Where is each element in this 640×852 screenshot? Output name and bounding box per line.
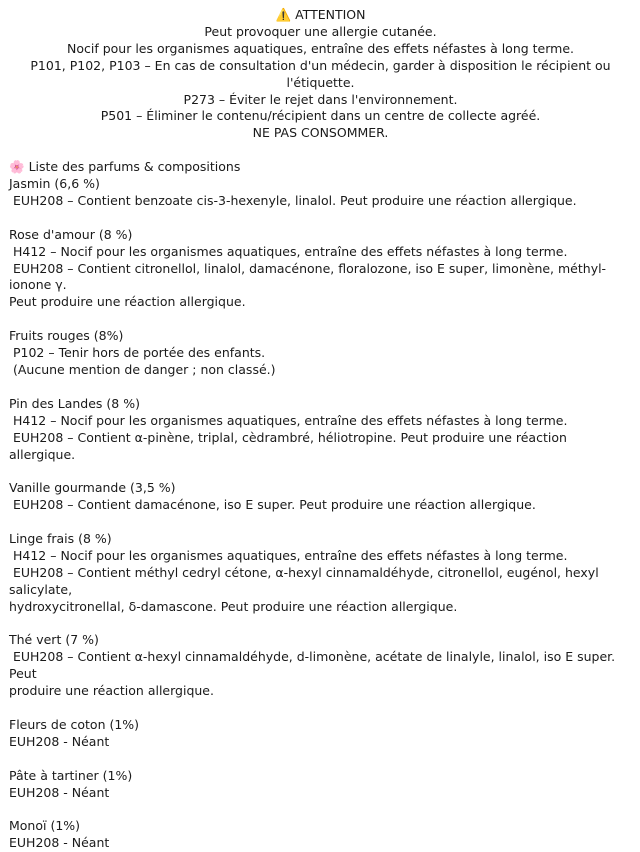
fragrance-line: hydroxycitronellal, δ-damascone. Peut produire une réaction allergique. [9,598,458,614]
fragrance-name: Thé vert (7 %) [9,632,99,648]
fragrance-line: Peut produire une réaction allergique. [9,294,246,310]
fragrance-name: Fruits rouges (8%) [9,328,124,344]
attention-line: Nocif pour les organismes aquatiques, entraîne des effets néfastes à long terme. [66,40,575,56]
fragrance-line: (Aucune mention de danger ; non classé.) [9,361,276,377]
attention-title-line [9,7,632,24]
warning-icon: ⚠️ [275,7,292,22]
attention-block [9,7,632,142]
fragrance-line: produire une réaction allergique. [9,683,214,699]
fragrance-line: EUH208 – Contient citronellol, linalol, damacénone, floralozone, iso E super, limonène, méthyl-ionone γ. [9,260,607,293]
fragrance-line: EUH208 - Néant [9,733,110,749]
fragrance-line: H412 – Nocif pour les organismes aquatiques, entraîne des effets néfastes à long terme. [9,547,568,563]
attention-line: NE PAS CONSOMMER. [252,125,389,141]
fragrance-name: Monoï (1%) [9,818,81,834]
fragrance-item [9,176,632,210]
fragrance-item [9,717,632,751]
fragrance-name: Rose d'amour (8 %) [9,226,133,242]
fragrance-line: H412 – Nocif pour les organismes aquatiques, entraîne des effets néfastes à long terme. [9,243,568,259]
cherry-blossom-icon: 🌸 [9,159,25,175]
fragrance-item [9,768,632,802]
fragrance-line: P102 – Tenir hors de portée des enfants. [9,345,266,361]
fragrance-line: EUH208 - Néant [9,835,110,851]
fragrance-name: Linge frais (8 %) [9,531,112,546]
fragrance-line: EUH208 – Contient α-hexyl cinnamaldéhyde, d-limonène, acétate de linalyle, linalol, iso E super. Peut [9,649,620,682]
fragrance-line: EUH208 - Néant [9,784,110,800]
fragrance-item [9,227,632,312]
attention-line: Peut provoquer une allergie cutanée. [204,23,437,39]
fragrance-item [9,328,632,379]
attention-line: P501 – Éliminer le contenu/récipient dans un centre de collecte agréé. [100,108,541,124]
list-heading: Liste des parfums & compositions [28,159,241,175]
fragrance-line: EUH208 – Contient méthyl cedryl cétone, α-hexyl cinnamaldéhyde, citronellol, eugénol, hexyl salicylate, [9,564,603,597]
fragrance-item [9,531,632,616]
fragrance-item [9,480,632,514]
fragrance-item [9,396,632,464]
attention-line: P101, P102, P103 – En cas de consultation d'un médecin, garder à disposition le récipient ou l'étiquette. [30,57,615,90]
fragrance-line: H412 – Nocif pour les organismes aquatiques, entraîne des effets néfastes à long terme. [9,412,568,428]
attention-line: P273 – Éviter le rejet dans l'environnement. [183,91,458,107]
fragrance-name: Fleurs de coton (1%) [9,716,140,732]
fragrance-item [9,818,632,852]
fragrance-line: EUH208 – Contient α-pinène, triplal, cèdrambré, héliotropine. Peut produire une réaction allergique. [9,429,571,462]
fragrance-name: Vanille gourmande (3,5 %) [9,480,176,496]
fragrance-list [9,159,632,852]
fragrance-name: Jasmin (6,6 %) [9,176,100,192]
fragrance-item [9,632,632,700]
fragrance-line: EUH208 – Contient damacénone, iso E super. Peut produire une réaction allergique. [9,497,536,513]
fragrance-name: Pâte à tartiner (1%) [9,767,133,783]
list-heading-line [9,159,632,176]
attention-title: ATTENTION [295,7,366,22]
fragrance-line: EUH208 – Contient benzoate cis-3-hexenyle, linalol. Peut produire une réaction allergique. [9,192,577,208]
fragrance-name: Pin des Landes (8 %) [9,395,140,411]
